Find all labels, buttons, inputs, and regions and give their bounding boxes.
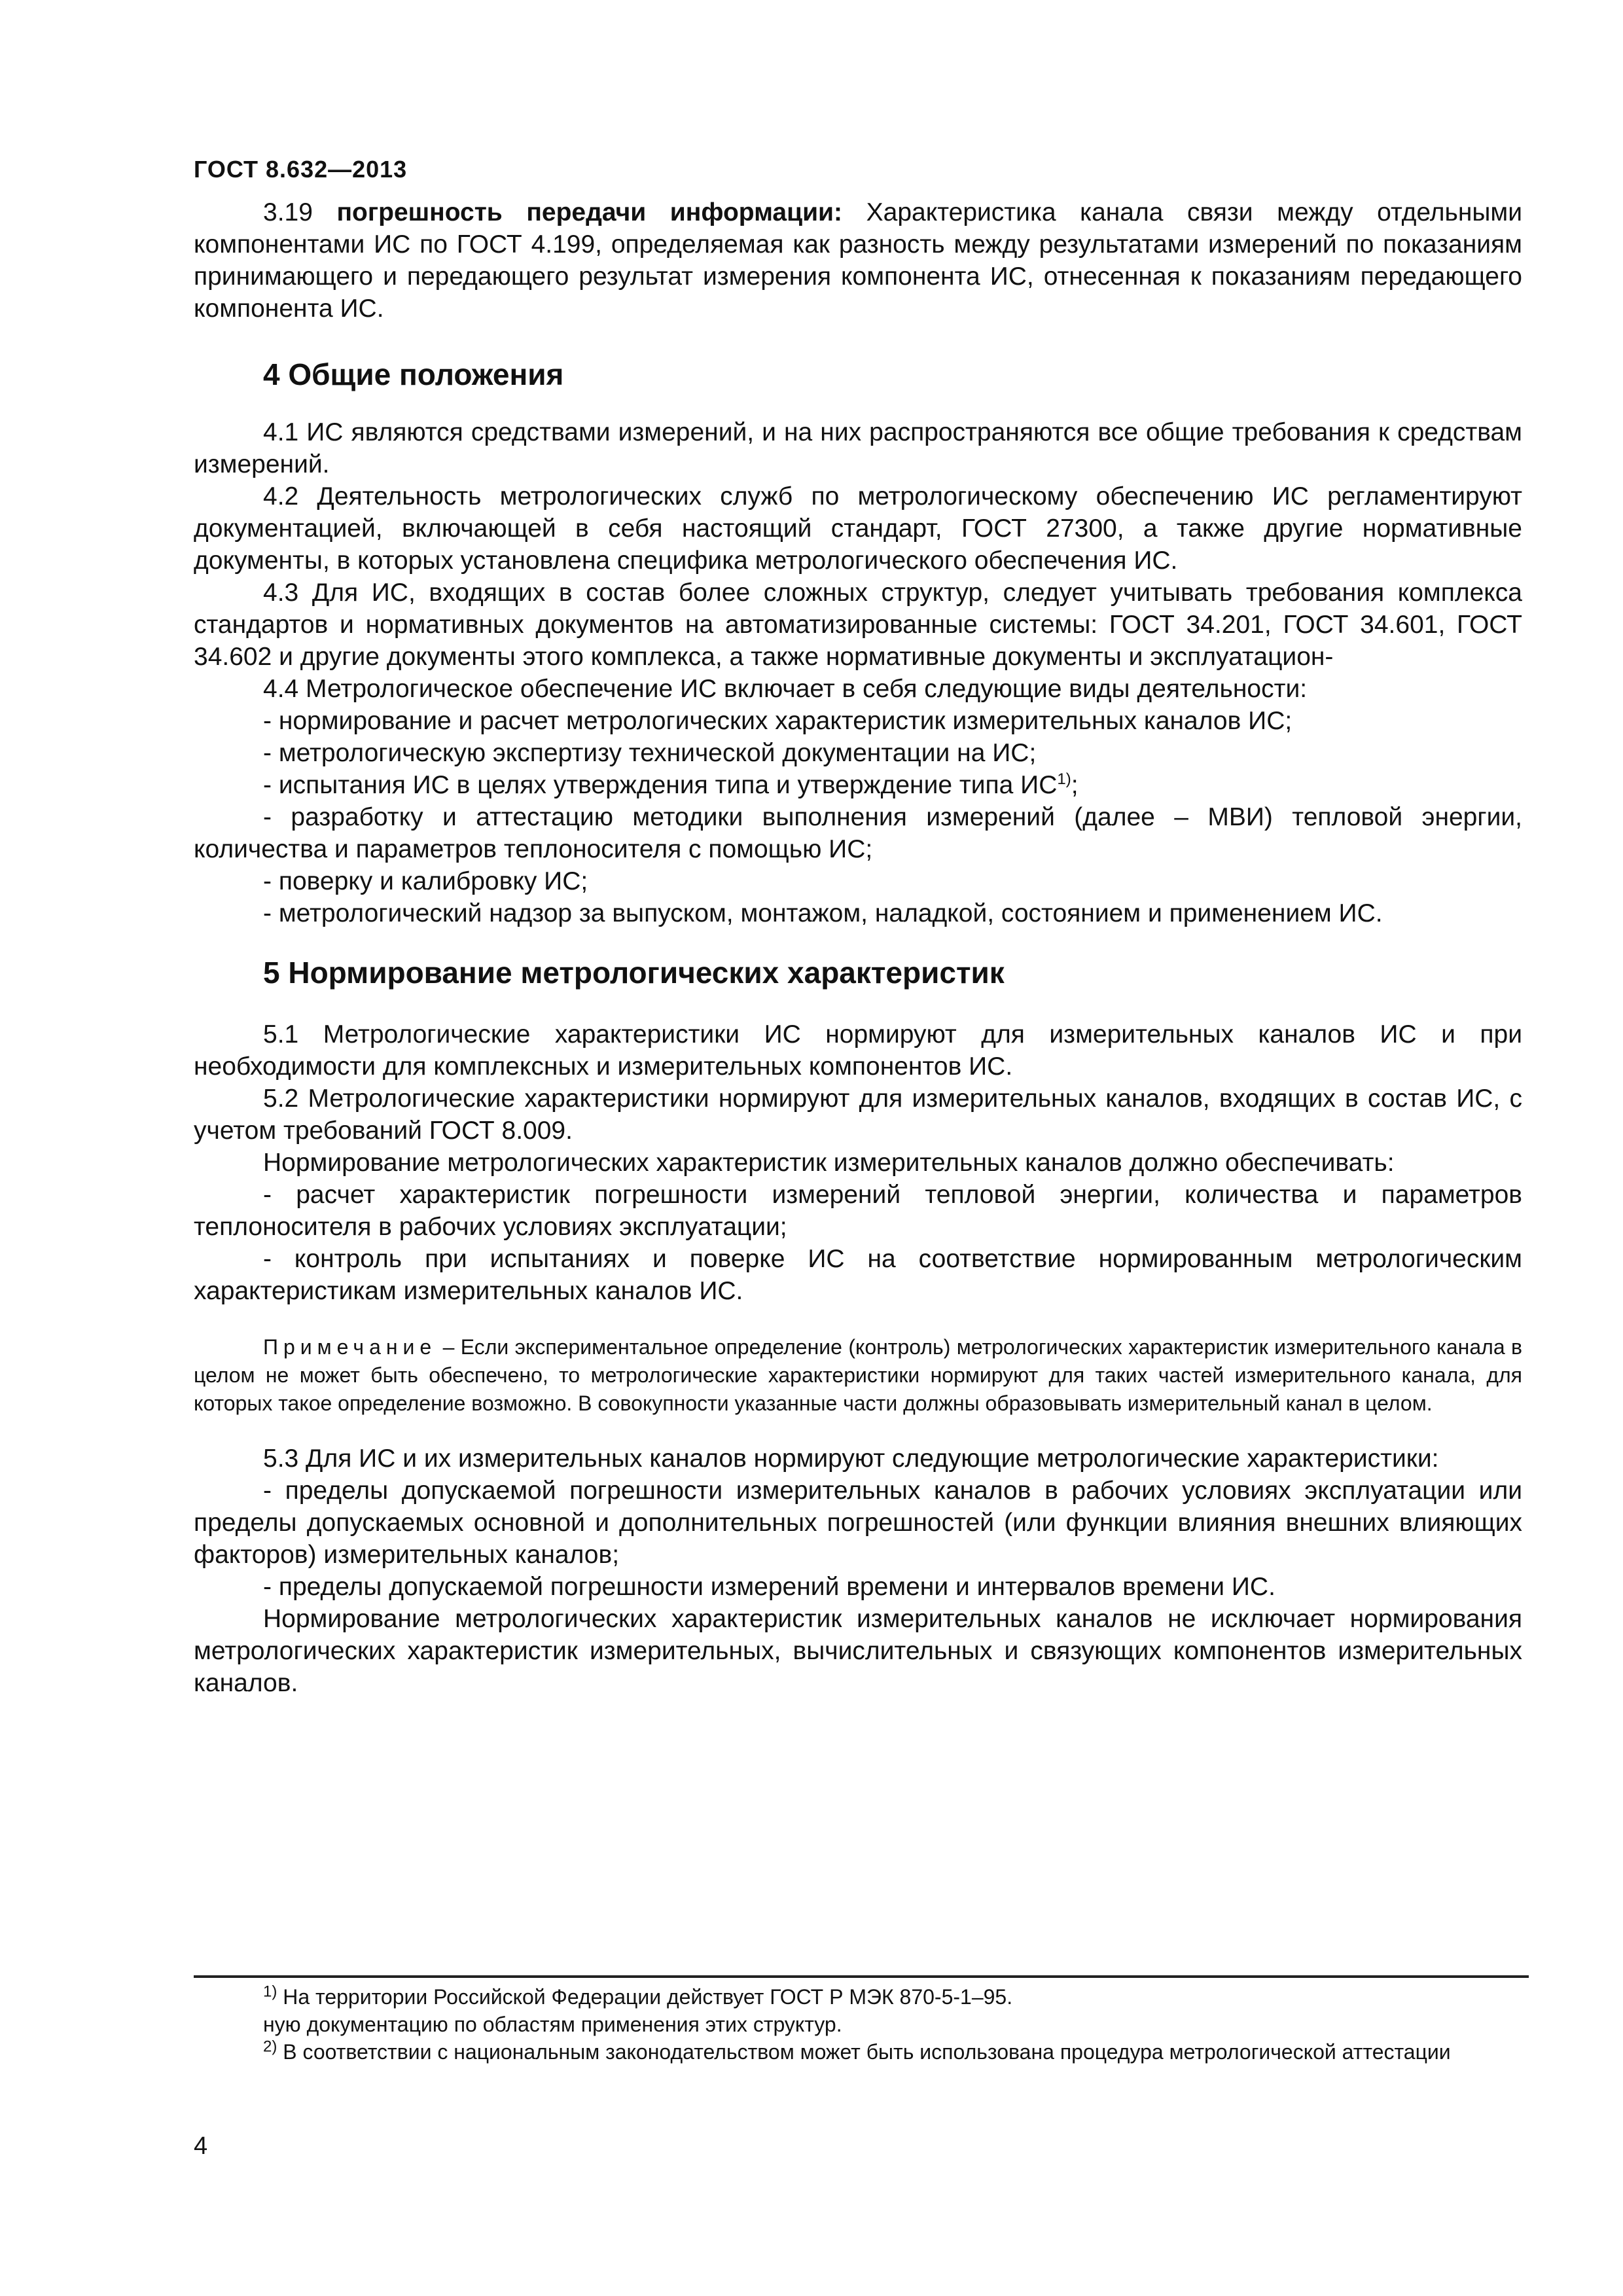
- definition: Характеристика канала связи между отдельными компонентами ИС по ГОСТ 4.199, определяемая как разность между результатами измерений по показаниям принимающего и передающего результат измерения компонента ИС, отнесенная к показаниям передающего компонента ИС.: [194, 198, 1522, 323]
- list-item-end: ;: [1071, 771, 1079, 799]
- footnote-2: [194, 2038, 1529, 2066]
- section-4-title: 4 Общие положения: [263, 357, 564, 391]
- page-number: 4: [194, 2132, 208, 2160]
- footnote-text: На территории Российской Федерации действует ГОСТ Р МЭК 870-5-1–95.: [277, 1985, 1013, 2009]
- list-item: - метрологическую экспертизу технической документации на ИС;: [263, 739, 1037, 767]
- footnote-separator: [194, 1975, 1529, 1978]
- section-5-title: 5 Нормирование метрологических характеристик: [263, 956, 1005, 990]
- list-item: - пределы допускаемой погрешности измерительных каналов в рабочих условиях эксплуатации или пределы допускаемых основной и дополнительных погрешностей (или функции влияния внешних влияющих факторов) измерительных каналов;: [194, 1477, 1522, 1569]
- footnote-mark: 1): [263, 1982, 277, 2001]
- footnotes: [194, 1983, 1529, 2066]
- footnote-ref: 1): [1057, 770, 1071, 788]
- note: [194, 1333, 1522, 1418]
- footnote-mark: 2): [263, 2037, 277, 2056]
- paragraph-3-19: [194, 196, 1522, 325]
- paragraph-5-2-b: Нормирование метрологических характеристик измерительных каналов должно обеспечивать:: [263, 1149, 1395, 1177]
- paragraph-5-3-end: Нормирование метрологических характеристик измерительных каналов не исключает нормирования метрологических характеристик измерительных, вычислительных и связующих компонентов измерительных каналов.: [194, 1605, 1522, 1697]
- paragraph-5-2: 5.2 Метрологические характеристики нормируют для измерительных каналов, входящих в состав ИС, с учетом требований ГОСТ 8.009.: [194, 1085, 1522, 1145]
- page-content: [194, 196, 1522, 1699]
- footnote-text: В соответствии с национальным законодательством может быть использована процедура метрологической аттестации: [277, 2040, 1451, 2064]
- footnote-continuation: ную документацию по областям применения этих структур.: [263, 2013, 842, 2036]
- list-item: - контроль при испытаниях и поверке ИС на соответствие нормированным метрологическим характеристикам измерительных каналов ИС.: [194, 1245, 1522, 1305]
- note-text: – Если экспериментальное определение (контроль) метрологических характеристик измерительного канала в целом не может быть обеспечено, то метрологические характеристики нормируют для таких частей измерительного канала, для которых такое определение возможно. В совокупности указанные части должны образовывать измерительный канал в целом.: [194, 1335, 1522, 1415]
- paragraph-4-2: 4.2 Деятельность метрологических служб по метрологическому обеспечению ИС регламентируют документацией, включающей в себя настоящий стандарт, ГОСТ 27300, а также другие нормативные документы, в которых установлена специфика метрологического обеспечения ИС.: [194, 482, 1522, 575]
- note-label: Примечание: [263, 1335, 437, 1359]
- list-item: - метрологический надзор за выпуском, монтажом, наладкой, состоянием и применением ИС.: [263, 899, 1383, 927]
- list-item: - поверку и калибровку ИС;: [263, 867, 588, 895]
- list-item: - разработку и аттестацию методики выполнения измерений (далее – МВИ) тепловой энергии, количества и параметров теплоносителя с помощью ИС;: [194, 803, 1522, 863]
- clause-number: 3.19: [263, 198, 337, 226]
- paragraph-5-3: 5.3 Для ИС и их измерительных каналов нормируют следующие метрологические характеристики:: [263, 1444, 1439, 1473]
- footnote-1: [194, 1983, 1529, 2011]
- standard-header: ГОСТ 8.632—2013: [194, 156, 408, 183]
- list-item: - расчет характеристик погрешности измерений тепловой энергии, количества и параметров теплоносителя в рабочих условиях эксплуатации;: [194, 1181, 1522, 1241]
- term: погрешность передачи информации:: [336, 198, 843, 226]
- list-item: [194, 769, 1522, 801]
- paragraph-4-4: 4.4 Метрологическое обеспечение ИС включает в себя следующие виды деятельности:: [263, 675, 1308, 703]
- list-item: - нормирование и расчет метрологических характеристик измерительных каналов ИС;: [263, 707, 1293, 735]
- list-item-text: - испытания ИС в целях утверждения типа и утверждение типа ИС: [263, 771, 1058, 799]
- list-item: - пределы допускаемой погрешности измерений времени и интервалов времени ИС.: [263, 1573, 1275, 1601]
- paragraph-4-3: 4.3 Для ИС, входящих в состав более сложных структур, следует учитывать требования комплекса стандартов и нормативных документов на автоматизированные системы: ГОСТ 34.201, ГОСТ 34.601, ГОСТ 34.602 и другие документы этого комплекса, а также нормативные документы и эксплуатацион-: [194, 579, 1522, 671]
- paragraph-4-1: 4.1 ИС являются средствами измерений, и на них распространяются все общие требования к средствам измерений.: [194, 418, 1522, 478]
- paragraph-5-1: 5.1 Метрологические характеристики ИС нормируют для измерительных каналов ИС и при необходимости для комплексных и измерительных компонентов ИС.: [194, 1020, 1522, 1081]
